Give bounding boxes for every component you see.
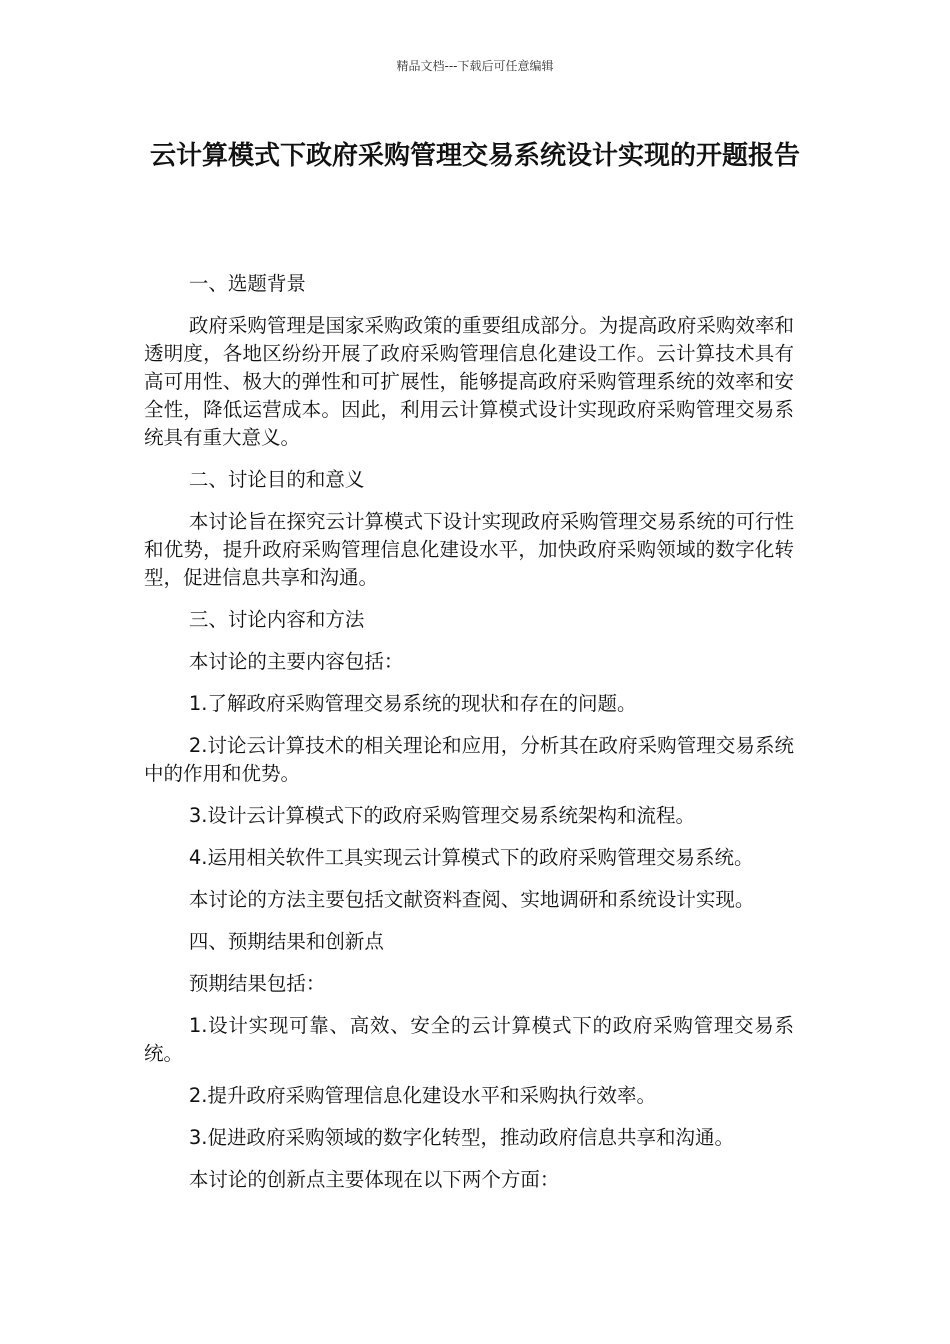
- list-item-content-3: 3.设计云计算模式下的政府采购管理交易系统架构和流程。: [188, 804, 695, 827]
- section-heading-content: 三、讨论内容和方法: [188, 608, 365, 631]
- document-body: [144, 270, 794, 1208]
- paragraph-methods: 本讨论的方法主要包括文献资料查阅、实地调研和系统设计实现。: [188, 888, 755, 911]
- list-item-result-1: 1.设计实现可靠、高效、安全的云计算模式下的政府采购管理交易系统。: [144, 1014, 794, 1065]
- document-title: 云计算模式下政府采购管理交易系统设计实现的开题报告: [149, 141, 800, 171]
- paragraph-innovation-intro: 本讨论的创新点主要体现在以下两个方面：: [188, 1168, 560, 1191]
- section-heading-purpose: 二、讨论目的和意义: [188, 468, 365, 491]
- paragraph-content-intro: 本讨论的主要内容包括：: [188, 650, 404, 673]
- list-item-result-2: 2.提升政府采购管理信息化建设水平和采购执行效率。: [188, 1084, 656, 1107]
- list-item-content-1: 1.了解政府采购管理交易系统的现状和存在的问题。: [188, 692, 637, 715]
- section-heading-background: 一、选题背景: [188, 272, 306, 295]
- paragraph-results-intro: 预期结果包括：: [188, 972, 326, 995]
- page-header: 精品文档---下载后可任意编辑: [396, 59, 554, 73]
- list-item-content-2: 2.讨论云计算技术的相关理论和应用，分析其在政府采购管理交易系统中的作用和优势。: [144, 734, 794, 785]
- list-item-result-3: 3.促进政府采购领域的数字化转型，推动政府信息共享和沟通。: [188, 1126, 734, 1149]
- paragraph-purpose: 本讨论旨在探究云计算模式下设计实现政府采购管理交易系统的可行性和优势，提升政府采购管理信息化建设水平，加快政府采购领域的数字化转型，促进信息共享和沟通。: [144, 510, 794, 589]
- paragraph-background: 政府采购管理是国家采购政策的重要组成部分。为提高政府采购效率和透明度，各地区纷纷开展了政府采购管理信息化建设工作。云计算技术具有高可用性、极大的弹性和可扩展性，能够提高政府采购管理系统的效率和安全性，降低运营成本。因此，利用云计算模式设计实现政府采购管理交易系统具有重大意义。: [144, 314, 794, 449]
- section-heading-results: 四、预期结果和创新点: [188, 930, 384, 953]
- list-item-content-4: 4.运用相关软件工具实现云计算模式下的政府采购管理交易系统。: [188, 846, 754, 869]
